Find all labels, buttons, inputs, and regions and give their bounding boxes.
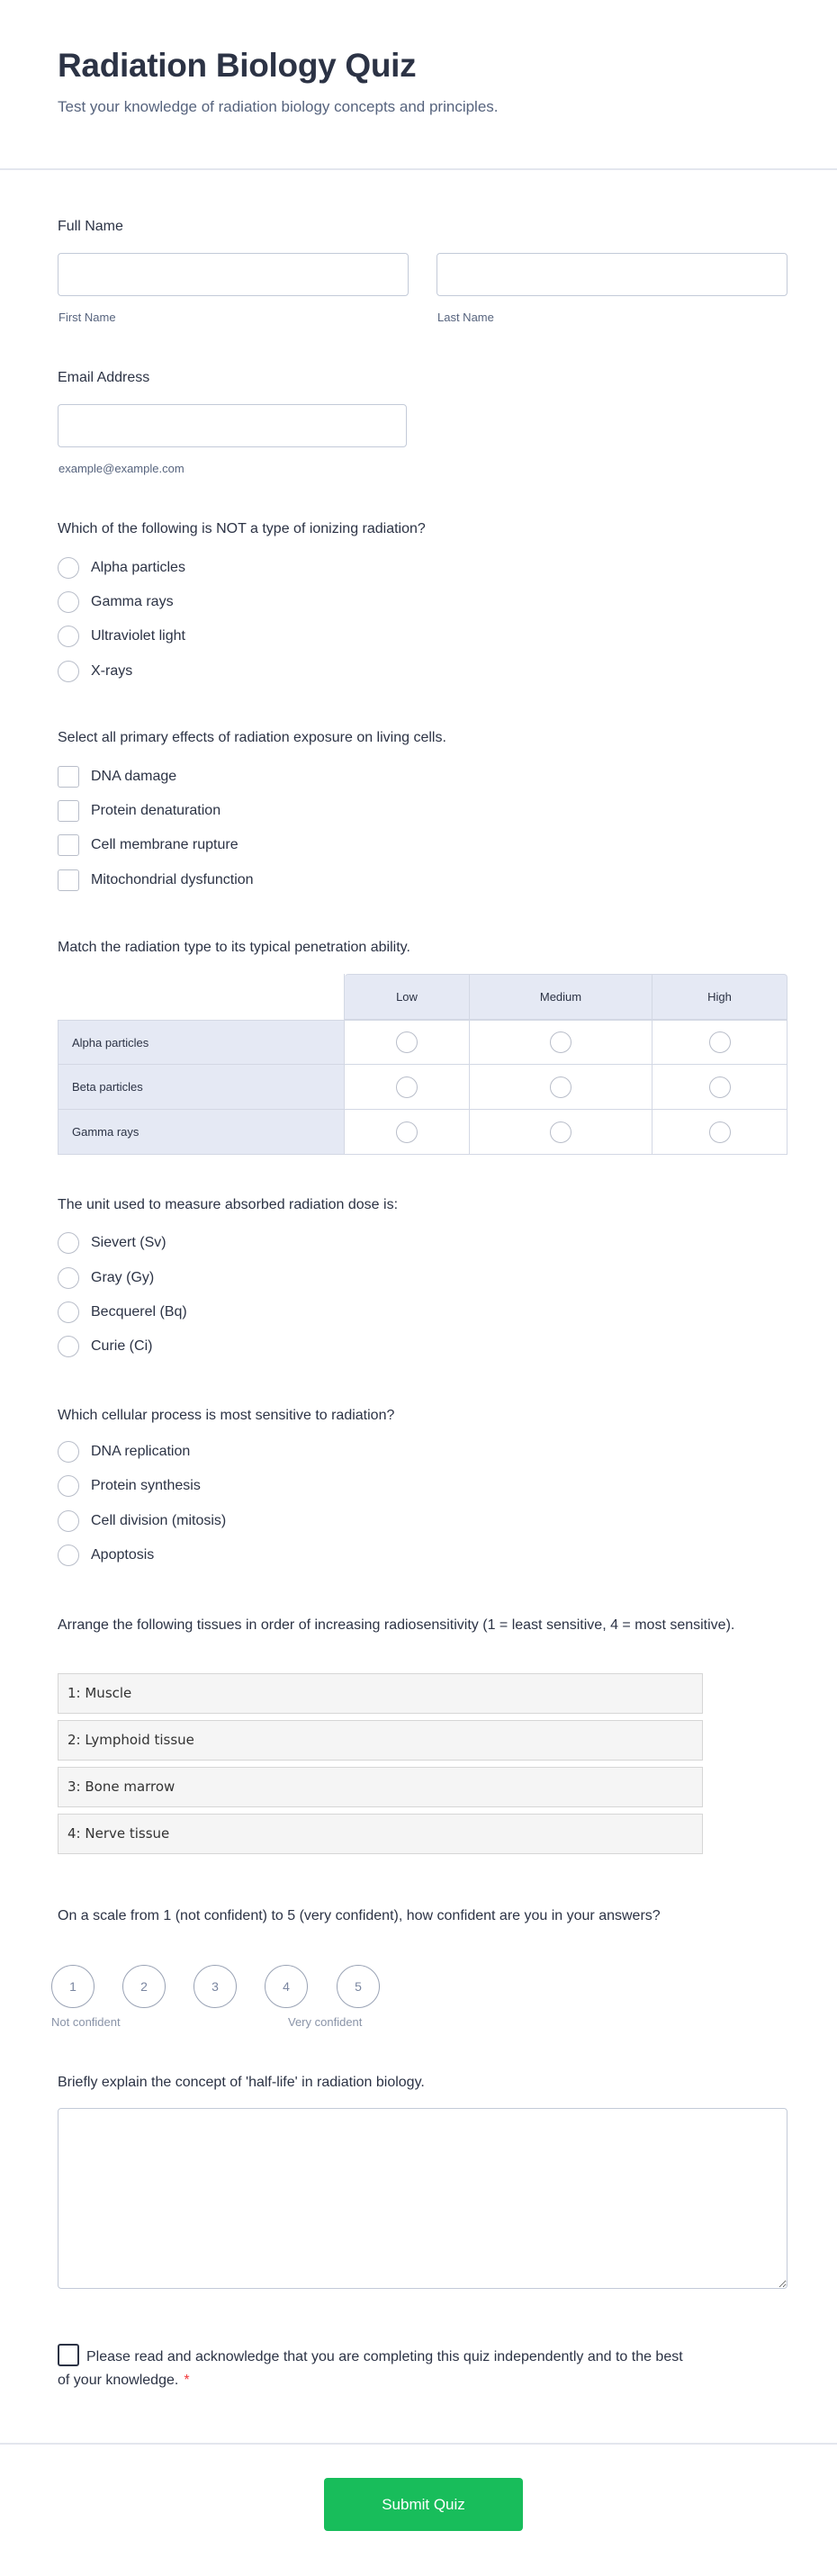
q8-label: Briefly explain the concept of 'half-life' in radiation biology. bbox=[58, 2075, 425, 2090]
q4-option[interactable] bbox=[58, 1336, 152, 1357]
footer-divider bbox=[0, 2443, 837, 2445]
matrix-column-header: High bbox=[652, 974, 788, 1020]
option-label: Apoptosis bbox=[91, 1547, 155, 1563]
option-label: Mitochondrial dysfunction bbox=[91, 872, 254, 887]
radio-icon[interactable] bbox=[58, 1441, 79, 1463]
q1-option[interactable] bbox=[58, 626, 185, 647]
q5-option[interactable] bbox=[58, 1441, 190, 1463]
option-label: Protein synthesis bbox=[91, 1478, 201, 1493]
matrix-corner bbox=[58, 974, 345, 1020]
radio-icon[interactable] bbox=[58, 661, 79, 682]
radio-icon[interactable] bbox=[396, 1121, 418, 1143]
checkbox-icon[interactable] bbox=[58, 766, 79, 788]
rank-item[interactable]: 3: Bone marrow bbox=[58, 1767, 703, 1807]
first-name-sublabel: First Name bbox=[58, 311, 116, 324]
q2-option[interactable] bbox=[58, 834, 238, 856]
full-name-label: Full Name bbox=[58, 219, 123, 234]
first-name-input[interactable] bbox=[58, 253, 409, 296]
q1-option[interactable] bbox=[58, 557, 185, 579]
matrix-row bbox=[58, 1065, 788, 1110]
checkbox-icon[interactable] bbox=[58, 834, 79, 856]
radio-icon[interactable] bbox=[550, 1121, 572, 1143]
q6-label: Arrange the following tissues in order of increasing radiosensitivity (1 = least sensitive, 4 = most sensitive). bbox=[58, 1617, 735, 1633]
submit-button[interactable]: Submit Quiz bbox=[324, 2478, 523, 2531]
radio-icon[interactable] bbox=[58, 1510, 79, 1532]
half-life-textarea[interactable] bbox=[58, 2108, 788, 2289]
q7-label: On a scale from 1 (not confident) to 5 (very confident), how confident are you in your answers? bbox=[58, 1908, 661, 1923]
radio-icon[interactable] bbox=[58, 626, 79, 647]
q3-label: Match the radiation type to its typical penetration ability. bbox=[58, 940, 410, 955]
matrix-row-label: Alpha particles bbox=[58, 1020, 345, 1065]
rank-item[interactable]: 2: Lymphoid tissue bbox=[58, 1720, 703, 1761]
option-label: Alpha particles bbox=[91, 560, 185, 575]
checkbox-icon[interactable] bbox=[58, 800, 79, 822]
q1-label: Which of the following is NOT a type of ionizing radiation? bbox=[58, 521, 426, 536]
header-divider bbox=[0, 168, 837, 170]
page-subtitle: Test your knowledge of radiation biology concepts and principles. bbox=[58, 98, 499, 115]
option-label: Ultraviolet light bbox=[91, 628, 185, 644]
option-label: X-rays bbox=[91, 663, 133, 679]
page-title: Radiation Biology Quiz bbox=[58, 47, 417, 84]
email-input[interactable] bbox=[58, 404, 407, 447]
radio-icon[interactable] bbox=[396, 1031, 418, 1053]
scale-option-5[interactable]: 5 bbox=[337, 1965, 380, 2008]
scale-max-label: Very confident bbox=[288, 2015, 363, 2029]
email-label: Email Address bbox=[58, 370, 150, 385]
radio-icon[interactable] bbox=[709, 1076, 731, 1098]
q1-option[interactable] bbox=[58, 661, 132, 682]
q2-option[interactable] bbox=[58, 766, 176, 788]
radio-icon[interactable] bbox=[709, 1031, 731, 1053]
radio-icon[interactable] bbox=[396, 1076, 418, 1098]
matrix-row-label: Beta particles bbox=[58, 1065, 345, 1110]
scale-option-4[interactable]: 4 bbox=[265, 1965, 308, 2008]
radio-icon[interactable] bbox=[58, 1475, 79, 1497]
option-label: Protein denaturation bbox=[91, 803, 221, 818]
q4-option[interactable] bbox=[58, 1302, 187, 1323]
option-label: DNA damage bbox=[91, 769, 177, 784]
radio-icon[interactable] bbox=[58, 1302, 79, 1323]
q1-option[interactable] bbox=[58, 591, 174, 613]
option-label: Gamma rays bbox=[91, 594, 174, 609]
option-label: Gray (Gy) bbox=[91, 1270, 155, 1285]
radio-icon[interactable] bbox=[58, 591, 79, 613]
matrix-row bbox=[58, 1020, 788, 1065]
checkbox-icon[interactable] bbox=[58, 869, 79, 891]
radio-icon[interactable] bbox=[709, 1121, 731, 1143]
radio-icon[interactable] bbox=[58, 1545, 79, 1566]
q2-option[interactable] bbox=[58, 800, 220, 822]
q2-label: Select all primary effects of radiation exposure on living cells. bbox=[58, 730, 446, 745]
radio-icon[interactable] bbox=[58, 1336, 79, 1357]
option-label: Cell membrane rupture bbox=[91, 837, 238, 852]
option-label: Becquerel (Bq) bbox=[91, 1304, 187, 1320]
scale-option-1[interactable]: 1 bbox=[51, 1965, 94, 2008]
option-label: Curie (Ci) bbox=[91, 1338, 153, 1354]
radio-icon[interactable] bbox=[58, 1267, 79, 1289]
radio-icon[interactable] bbox=[58, 557, 79, 579]
radio-icon[interactable] bbox=[58, 1232, 79, 1254]
q4-label: The unit used to measure absorbed radiation dose is: bbox=[58, 1197, 399, 1212]
q5-label: Which cellular process is most sensitive to radiation? bbox=[58, 1408, 395, 1423]
matrix-row-label: Gamma rays bbox=[58, 1110, 345, 1155]
required-asterisk: * bbox=[184, 2373, 190, 2388]
q5-option[interactable] bbox=[58, 1510, 226, 1532]
matrix-column-header: Low bbox=[345, 974, 470, 1020]
scale-option-2[interactable]: 2 bbox=[122, 1965, 166, 2008]
scale-option-3[interactable]: 3 bbox=[194, 1965, 237, 2008]
option-label: Cell division (mitosis) bbox=[91, 1513, 227, 1528]
q2-option[interactable] bbox=[58, 869, 254, 891]
acknowledge-label: Please read and acknowledge that you are completing this quiz independently and to the best of your knowledge. bbox=[58, 2349, 683, 2388]
radio-icon[interactable] bbox=[550, 1076, 572, 1098]
q5-option[interactable] bbox=[58, 1475, 201, 1497]
acknowledge-field bbox=[58, 2344, 688, 2392]
last-name-sublabel: Last Name bbox=[437, 311, 494, 324]
matrix-table bbox=[58, 974, 788, 1155]
option-label: DNA replication bbox=[91, 1444, 191, 1459]
matrix-row bbox=[58, 1110, 788, 1155]
rank-item[interactable]: 4: Nerve tissue bbox=[58, 1814, 703, 1854]
matrix-column-header: Medium bbox=[470, 974, 652, 1020]
scale-min-label: Not confident bbox=[51, 2015, 121, 2029]
radio-icon[interactable] bbox=[550, 1031, 572, 1053]
q5-option[interactable] bbox=[58, 1545, 154, 1566]
rank-item[interactable]: 1: Muscle bbox=[58, 1673, 703, 1714]
acknowledge-checkbox[interactable] bbox=[58, 2344, 79, 2366]
email-sublabel: example@example.com bbox=[58, 462, 184, 475]
last-name-input[interactable] bbox=[436, 253, 788, 296]
q4-option[interactable] bbox=[58, 1267, 154, 1289]
option-label: Sievert (Sv) bbox=[91, 1235, 166, 1250]
q4-option[interactable] bbox=[58, 1232, 166, 1254]
